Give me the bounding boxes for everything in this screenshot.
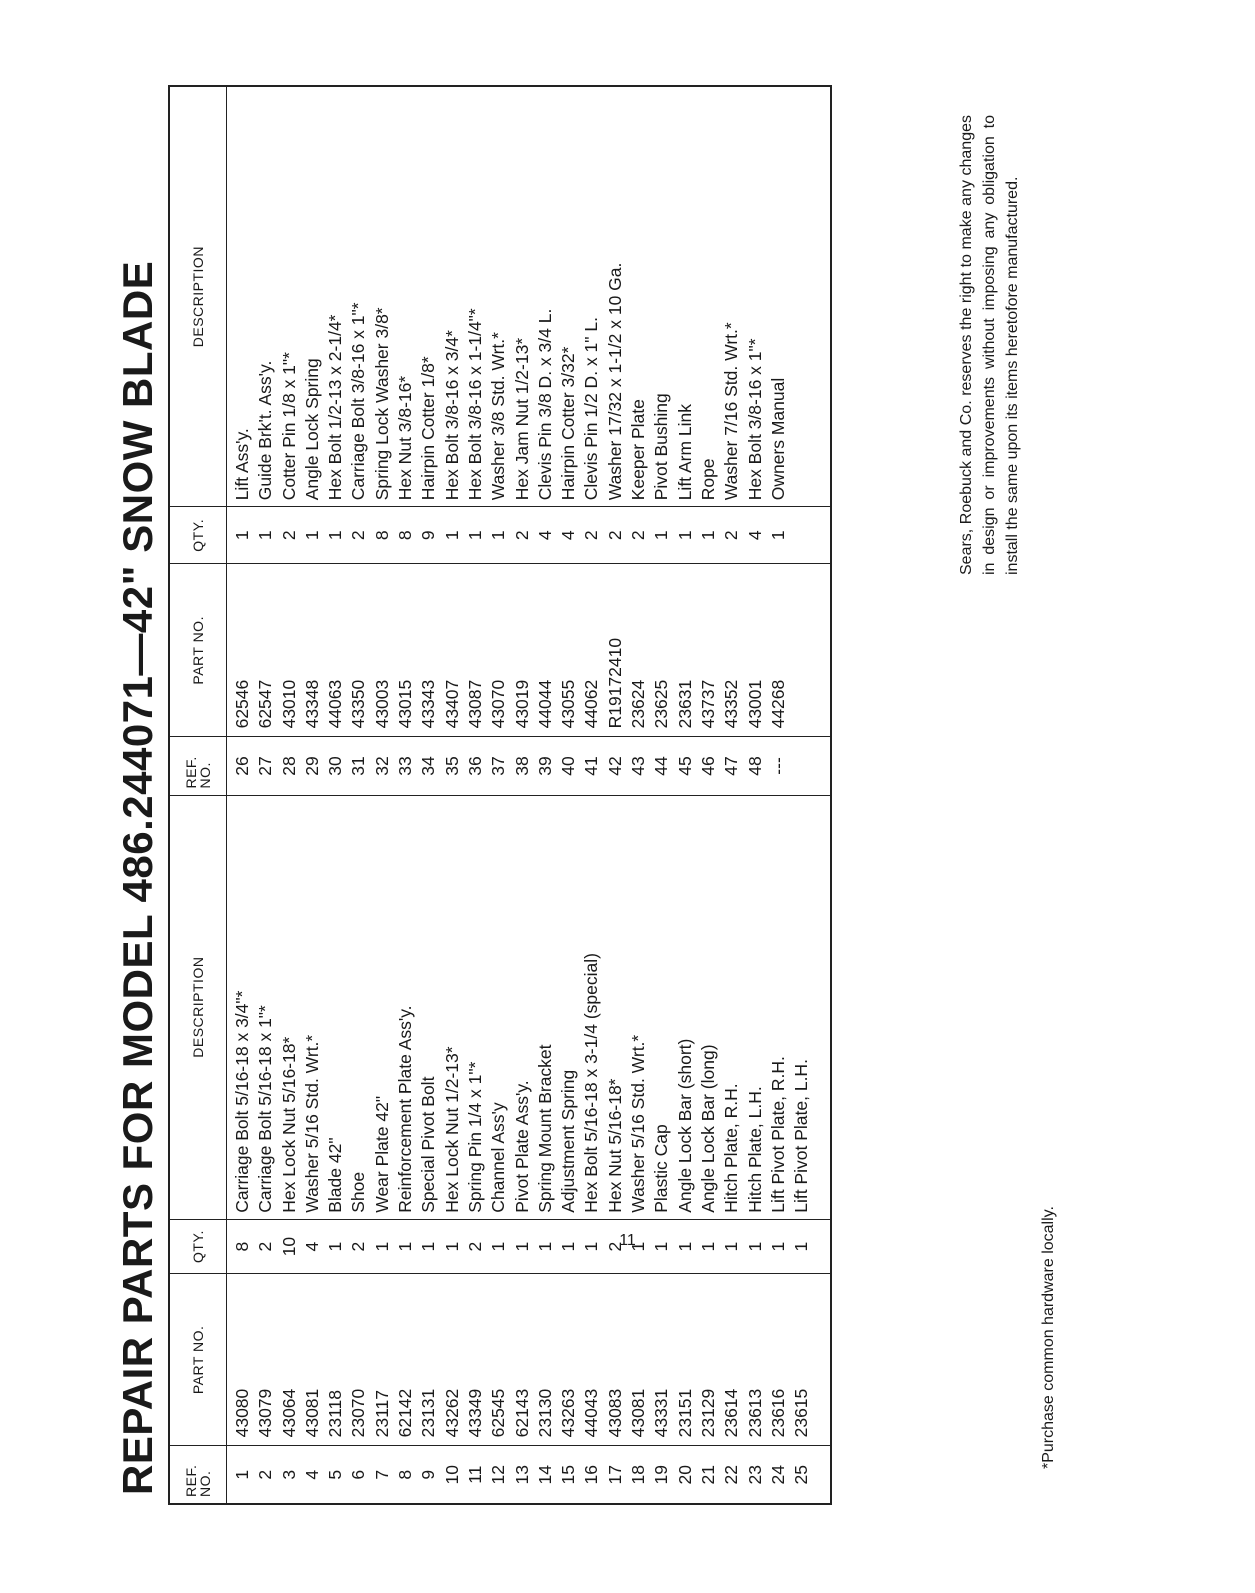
right-ref-cell: 45 [674,756,695,776]
right-qty-cell: 2 [628,530,649,541]
right-qty-cell: 1 [441,530,462,541]
right-part-cell: 43350 [348,679,369,729]
left-part-cell: 23613 [744,1388,765,1438]
left-part-cell: 23118 [325,1390,346,1438]
left-desc-cell: Shoe [348,1171,369,1213]
left-desc-cell: Spring Pin 1/4 x 1"* [464,1061,485,1213]
left-ref-cell: 17 [604,1464,625,1485]
right-ref-cell: --- [767,757,788,775]
left-desc-cell: Hex Nut 5/16-18* [604,1078,625,1213]
left-qty-cell: 1 [581,1241,602,1252]
right-desc-cell: Owners Manual [767,377,788,501]
right-desc-cell: Pivot Bushing [651,393,672,501]
right-qty-cell: 1 [651,530,672,541]
left-ref-cell: 24 [767,1464,788,1485]
left-qty-cell: 1 [791,1241,812,1252]
left-desc-cell: Adjustment Spring [558,1069,579,1213]
right-part-cell: 43352 [721,679,742,729]
right-ref-cell: 29 [301,756,322,776]
right-ref-column [227,737,832,795]
left-desc-cell: Washer 5/16 Std. Wrt.* [301,1034,322,1213]
left-ref-cell: 9 [418,1469,439,1480]
right-desc-cell: Spring Lock Washer 3/8* [371,307,392,501]
right-ref-cell: 28 [278,756,299,776]
left-part-cell: 44043 [581,1388,602,1438]
left-qty-cell: 4 [301,1241,322,1252]
left-desc-cell: Angle Lock Bar (short) [674,1038,695,1213]
right-part-cell: 44268 [767,679,788,729]
right-desc-cell: Clevis Pin 3/8 D. x 3/4 L. [534,308,555,501]
left-qty-cell: 2 [255,1241,276,1252]
left-ref-cell: 19 [651,1464,672,1485]
right-qty-cell: 2 [511,530,532,541]
left-ref-cell: 22 [721,1464,742,1485]
right-qty-cell: 1 [767,530,788,541]
right-qty-cell: 2 [604,530,625,541]
left-qty-cell: 1 [325,1241,346,1252]
left-qty-cell: 1 [651,1241,672,1252]
left-part-cell: 23070 [348,1388,369,1438]
right-desc-cell: Hex Bolt 3/8-16 x 1"* [744,338,765,501]
left-qty-cell: 1 [371,1241,392,1252]
left-description-column [227,795,832,1219]
left-part-cell: 23130 [534,1388,555,1438]
right-desc-cell: Washer 17/32 x 1-1/2 x 10 Ga. [604,262,625,501]
left-ref-cell: 16 [581,1464,602,1485]
right-desc-cell: Hairpin Cotter 3/32* [558,346,579,501]
left-desc-cell: Hitch Plate, R.H. [721,1083,742,1213]
header-part-no: PART NO. [169,1274,227,1446]
right-ref-cell: 47 [721,756,742,776]
right-part-cell: 43019 [511,679,532,729]
right-desc-cell: Hex Bolt 1/2-13 x 2-1/4* [325,314,346,501]
left-qty-cell: 1 [674,1241,695,1252]
left-ref-cell: 25 [791,1464,812,1485]
header-part-no-right: PART NO. [169,564,227,737]
left-desc-cell: Carriage Bolt 5/16-18 x 3/4"* [232,990,252,1213]
right-part-cell: 23631 [674,679,695,729]
right-desc-cell: Carriage Bolt 3/8-16 x 1"* [348,302,369,501]
left-qty-cell: 2 [348,1241,369,1252]
left-part-cell: 62142 [395,1388,416,1438]
header-description: DESCRIPTION [169,795,227,1219]
page-title: REPAIR PARTS FOR MODEL 486.244071—42" SNOW BLADE [114,260,161,1495]
right-part-column [227,564,832,737]
right-qty-cell: 1 [674,530,695,541]
header-ref-no: REF. NO. [169,1446,227,1504]
left-ref-cell: 10 [441,1464,462,1485]
left-qty-cell: 1 [511,1241,532,1252]
right-desc-cell: Hex Bolt 3/8-16 x 3/4* [441,330,462,501]
left-ref-cell: 13 [511,1464,532,1485]
right-part-cell: 23624 [628,679,649,729]
right-desc-cell: Angle Lock Spring [301,358,322,501]
header-description-right: DESCRIPTION [169,86,227,507]
disclaimer-text: Sears, Roebuck and Co. reserves the right to make any changes in design or improvements without imposing any obligation to install the same upon its items heretofore manufactured. [958,115,1021,575]
right-ref-cell: 46 [697,756,718,776]
left-part-cell: 43081 [301,1388,322,1438]
left-desc-cell: Angle Lock Bar (long) [697,1044,718,1213]
left-part-cell: 43331 [651,1388,672,1438]
left-ref-cell: 5 [325,1469,346,1480]
left-qty-cell: 1 [558,1241,579,1252]
left-desc-cell: Channel Ass'y [488,1102,509,1213]
right-ref-cell: 38 [511,756,532,776]
left-qty-cell: 1 [744,1241,765,1252]
right-ref-cell: 36 [464,756,485,776]
table-body-row [227,86,832,1504]
right-desc-cell: Rope [697,458,718,501]
left-part-cell: 62143 [511,1388,532,1438]
left-ref-cell: 7 [371,1469,392,1480]
left-ref-cell: 4 [301,1469,322,1480]
right-ref-cell: 48 [744,756,765,776]
right-part-cell: 43407 [441,679,462,729]
left-desc-cell: Spring Mount Bracket [534,1044,555,1213]
left-ref-cell: 12 [488,1464,509,1485]
left-ref-cell: 11 [464,1465,485,1484]
left-qty-cell: 1 [628,1241,649,1252]
right-qty-cell: 1 [488,530,509,541]
right-desc-cell: Hex Jam Nut 1/2-13* [511,337,532,501]
right-qty-cell: 9 [418,530,439,541]
left-part-cell: 23151 [674,1388,695,1438]
footnote: *Purchase common hardware locally. [1040,1206,1057,1469]
right-desc-cell: Hairpin Cotter 1/8* [418,356,439,501]
right-desc-cell: Hex Bolt 3/8-16 x 1-1/4"* [464,308,485,501]
left-desc-cell: Pivot Plate Ass'y. [511,1080,532,1213]
left-part-cell: 23614 [721,1388,742,1438]
left-part-column [227,1274,832,1446]
left-part-cell: 23616 [767,1388,788,1438]
left-ref-cell: 15 [558,1464,579,1485]
table-header-row [169,86,227,1504]
right-ref-cell: 30 [325,756,346,776]
right-desc-cell: Washer 3/8 Std. Wrt.* [488,332,509,501]
right-qty-cell: 1 [325,530,346,541]
left-desc-cell: Hex Bolt 5/16-18 x 3-1/4 (special) [581,953,602,1213]
left-ref-cell: 14 [534,1464,555,1485]
right-ref-cell: 41 [581,756,602,776]
right-part-cell: 23625 [651,679,672,729]
left-part-cell: 43262 [441,1388,462,1438]
header-qty-right: QTY. [169,507,227,564]
left-part-cell: 43263 [558,1388,579,1438]
right-ref-cell: 34 [418,756,439,776]
left-ref-cell: 8 [395,1469,416,1480]
right-part-cell: 43003 [371,679,392,729]
right-qty-cell: 1 [697,530,718,541]
right-ref-cell: 32 [371,756,392,776]
right-qty-column [227,507,832,564]
left-desc-cell: Hex Lock Nut 1/2-13* [441,1046,462,1213]
left-part-cell: 43081 [628,1388,649,1438]
right-qty-cell: 1 [301,530,322,541]
left-ref-column [227,1446,832,1504]
right-ref-cell: 43 [628,756,649,776]
left-part-cell: 23131 [418,1388,439,1438]
right-ref-cell: 35 [441,756,462,776]
right-qty-cell: 1 [464,530,485,541]
left-part-cell: 43079 [255,1388,276,1438]
right-qty-cell: 4 [534,530,555,541]
left-qty-cell: 1 [441,1241,462,1252]
right-part-cell: 62547 [255,679,276,729]
right-qty-cell: 8 [371,530,392,541]
right-desc-cell: Washer 7/16 Std. Wrt.* [721,322,742,501]
right-description-column [227,86,832,507]
right-ref-cell: 27 [255,756,276,776]
left-qty-cell: 1 [767,1241,788,1252]
left-part-cell: 23615 [791,1388,812,1438]
left-qty-cell: 1 [488,1241,509,1252]
left-part-cell: 43349 [464,1388,485,1438]
left-qty-cell: 10 [278,1236,299,1257]
left-part-cell: 23117 [371,1390,392,1438]
right-part-cell: 43348 [301,679,322,729]
left-desc-cell: Washer 5/16 Std. Wrt.* [628,1034,649,1213]
right-part-cell: 44044 [534,679,555,729]
right-qty-cell: 2 [581,530,602,541]
right-desc-cell: Hex Nut 3/8-16* [395,375,416,501]
right-part-cell: 62546 [232,679,252,729]
left-qty-cell: 1 [721,1241,742,1252]
left-desc-cell: Wear Plate 42" [371,1095,392,1213]
right-desc-cell: Keeper Plate [628,399,649,501]
left-desc-cell: Lift Pivot Plate, R.H. [767,1056,788,1213]
right-ref-cell: 26 [232,756,252,776]
left-qty-cell: 1 [395,1241,416,1252]
left-desc-cell: Hitch Plate, L.H. [744,1086,765,1213]
left-desc-cell: Special Pivot Bolt [418,1076,439,1213]
left-desc-cell: Blade 42" [325,1137,346,1213]
left-qty-cell: 2 [604,1241,625,1252]
left-qty-cell: 1 [534,1241,555,1252]
right-part-cell: 44063 [325,679,346,729]
right-qty-cell: 1 [232,530,252,541]
left-qty-cell: 1 [418,1241,439,1252]
right-qty-cell: 2 [721,530,742,541]
left-ref-cell: 18 [628,1464,649,1485]
right-ref-cell: 44 [651,756,672,776]
right-part-cell: 43070 [488,679,509,729]
left-desc-cell: Hex Lock Nut 5/16-18* [278,1036,299,1213]
header-qty: QTY. [169,1219,227,1274]
left-ref-cell: 2 [255,1469,276,1480]
right-qty-cell: 2 [278,530,299,541]
left-desc-cell: Carriage Bolt 5/16-18 x 1"* [255,1005,276,1213]
left-ref-cell: 1 [232,1469,252,1480]
left-ref-cell: 23 [744,1464,765,1485]
right-part-cell: 43015 [395,679,416,729]
left-ref-cell: 21 [697,1464,718,1485]
right-ref-cell: 37 [488,756,509,776]
repair-parts-table [168,85,832,1505]
right-part-cell: 43010 [278,679,299,729]
right-desc-cell: Guide Brk't. Ass'y. [255,360,276,501]
right-qty-cell: 8 [395,530,416,541]
left-desc-cell: Reinforcement Plate Ass'y. [395,1005,416,1213]
left-ref-cell: 3 [278,1469,299,1480]
left-ref-cell: 20 [674,1464,695,1485]
right-qty-cell: 4 [558,530,579,541]
right-part-cell: R19172410 [604,637,625,729]
left-part-cell: 23129 [697,1388,718,1438]
header-ref-no-right: REF. NO. [169,737,227,795]
right-part-cell: 44062 [581,679,602,729]
left-part-cell: 43064 [278,1388,299,1438]
left-desc-cell: Plastic Cap [651,1124,672,1213]
right-qty-cell: 2 [348,530,369,541]
left-qty-cell: 8 [232,1241,252,1252]
right-part-cell: 43737 [697,679,718,729]
right-ref-cell: 33 [395,756,416,776]
left-qty-cell: 2 [464,1241,485,1252]
right-desc-cell: Clevis Pin 1/2 D. x 1" L. [581,317,602,501]
right-part-cell: 43001 [744,679,765,729]
right-part-cell: 43343 [418,679,439,729]
right-ref-cell: 40 [558,756,579,776]
right-desc-cell: Lift Ass'y. [232,428,252,501]
left-part-cell: 43080 [232,1388,252,1438]
page-number: 11 [619,1232,636,1249]
right-qty-cell: 1 [255,530,276,541]
right-qty-cell: 4 [744,530,765,541]
left-desc-cell: Lift Pivot Plate, L.H. [791,1059,812,1213]
right-desc-cell: Lift Arm Link [674,404,695,501]
right-part-cell: 43087 [464,679,485,729]
right-ref-cell: 31 [348,756,369,776]
right-desc-cell: Cotter Pin 1/8 x 1"* [278,352,299,501]
left-part-cell: 62545 [488,1388,509,1438]
left-ref-cell: 6 [348,1469,369,1480]
right-ref-cell: 39 [534,756,555,776]
right-ref-cell: 42 [604,756,625,776]
right-part-cell: 43055 [558,679,579,729]
left-part-cell: 43083 [604,1388,625,1438]
left-qty-cell: 1 [697,1241,718,1252]
